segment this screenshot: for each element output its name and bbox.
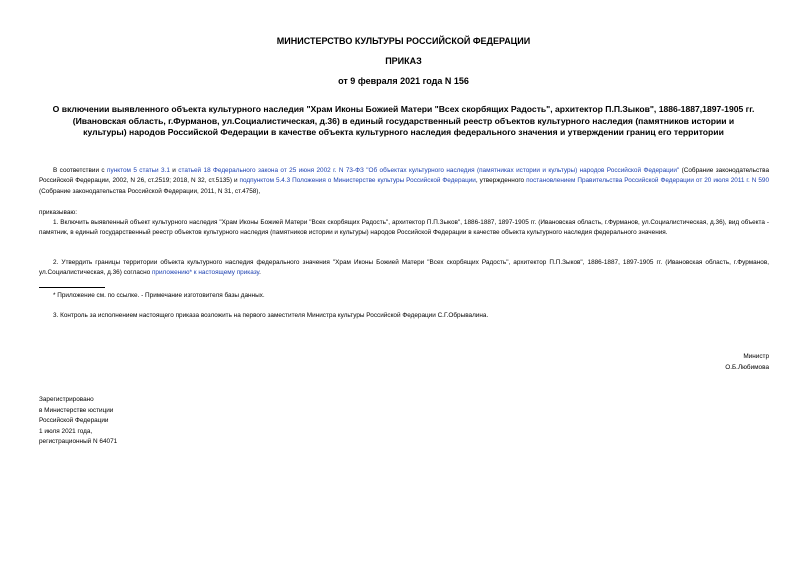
footnote: * Приложение см. по ссылке. - Примечание изготовителя базы данных. bbox=[53, 292, 265, 299]
preamble-text-5: (Собрание законодательства Российской Федерации, 2011, N 31, ст.4758), bbox=[39, 187, 261, 195]
signature-block bbox=[725, 352, 769, 373]
preamble-paragraph bbox=[39, 166, 769, 197]
document-title: О включении выявленного объекта культурного наследия "Храм Иконы Божией Матери "Всех скорбящих Радость", архитектор П.П.Зыков", 1886-1887,1897-1905 гг. (Ивановская область, г.Фурманов, ул.Социалистическая, д.36) в единый государственный реестр объектов культурного наследия (памятников истории и культуры) народов Российской Федерации в качестве объекта культурного наследия федерального значения и утверждении границ его территории bbox=[52, 104, 755, 137]
order-word: приказываю: bbox=[39, 209, 77, 216]
ministry-heading: МИНИСТЕРСТВО КУЛЬТУРЫ РОССИЙСКОЙ ФЕДЕРАЦИИ bbox=[276, 36, 531, 46]
doc-type-heading: ПРИКАЗ bbox=[385, 56, 422, 66]
signature-name: О.Б.Любимова bbox=[725, 363, 769, 371]
registration-line-3: Российской Федерации bbox=[39, 417, 109, 424]
link-ministry-regulation[interactable]: подпунктом 5.4.3 Положения о Министерстве культуры Российской Федерации bbox=[239, 177, 476, 185]
footnote-divider bbox=[39, 287, 105, 288]
registration-line-1: Зарегистрировано bbox=[39, 396, 94, 403]
preamble-text-4: , утвержденного bbox=[475, 177, 527, 185]
order-item-3: 3. Контроль за исполнением настоящего приказа возложить на первого заместителя Министра культуры Российской Федерации С.Г.Обрывалина. bbox=[53, 312, 489, 319]
registration-block bbox=[39, 395, 117, 448]
registration-line-5: регистрационный N 64071 bbox=[39, 438, 118, 445]
registration-line-2: в Министерстве юстиции bbox=[39, 406, 114, 414]
registration-line-4: 1 июля 2021 года, bbox=[39, 427, 93, 435]
preamble-text-3: (Собрание законодательства Российской Федерации, 2002, N 26, ст.2519; 2018, N 32, ст.5135) и bbox=[39, 167, 769, 185]
link-federal-law-73fz[interactable]: статьей 18 Федерального закона от 25 июня 2002 г. N 73-ФЗ "Об объектах культурного наследия (памятниках истории и культуры) народов Российской Федерации" bbox=[178, 167, 680, 174]
preamble-text-2: и bbox=[169, 167, 179, 174]
date-number-heading: от 9 февраля 2021 года N 156 bbox=[338, 76, 469, 86]
order-item-2 bbox=[39, 258, 769, 279]
signature-position: Министр bbox=[743, 353, 769, 360]
link-appendix[interactable]: приложению* к настоящему приказу bbox=[151, 269, 260, 277]
order-item-1: 1. Включить выявленный объект культурного наследия "Храм Иконы Божией Матери "Всех скорбящих Радость", архитектор П.П.Зыков", 1886-1887, 1897-1905 гг. (Ивановская область, г.Фурманов, ул.Социалистическая, д.36), вид объекта - памятник, в единый государственный реестр объектов культурного наследия (памятников истории и культуры) народов Российской Федерации в качестве объекта культурного наследия федерального значения. bbox=[39, 219, 769, 237]
item-2-text: 2. Утвердить границы территории объекта культурного наследия федерального значения "Храм Иконы Божией Матери "Всех скорбящих Радость", архитектор П.П.Зыков", 1886-1887, 1897-1905 гг. (Ивановская область, г.Фурманов, ул.Социалистическая, д.36) согласно bbox=[39, 259, 769, 277]
link-law-article-3-1[interactable]: пунктом 5 статьи 3.1 bbox=[107, 167, 170, 174]
link-government-resolution-590[interactable]: постановлением Правительства Российской Федерации от 20 июля 2011 г. N 590 bbox=[526, 177, 769, 185]
item-2-end: . bbox=[259, 269, 261, 277]
preamble-text-1: В соответствии с bbox=[53, 167, 108, 174]
